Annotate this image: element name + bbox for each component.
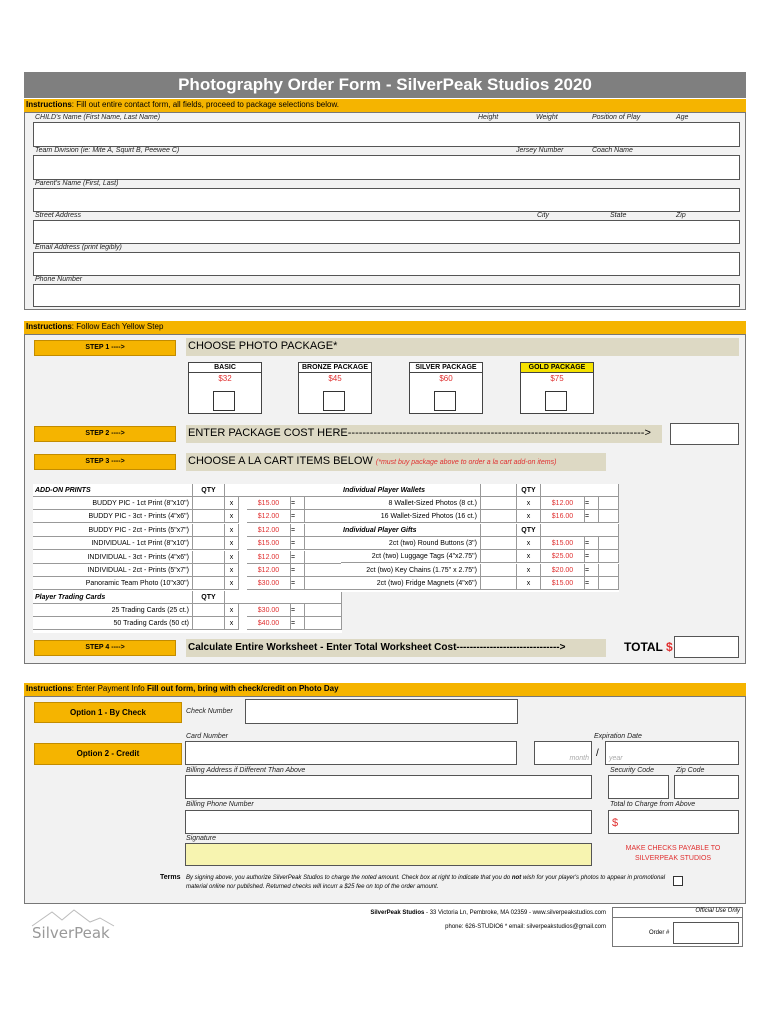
security-code-field[interactable]	[608, 775, 669, 799]
card-number-label: Card Number	[186, 733, 229, 740]
equals-sign: =	[291, 497, 305, 510]
item-price: $12.00	[247, 564, 291, 577]
line-total-field[interactable]	[305, 577, 342, 590]
billing-address-label: Billing Address if Different Than Above	[186, 767, 306, 774]
qty-field[interactable]	[193, 617, 225, 630]
child-name-label: CHILD's Name (First Name, Last Name)	[35, 114, 161, 121]
equals-sign: =	[291, 524, 305, 537]
line-total-field[interactable]	[305, 564, 342, 577]
item-price: $15.00	[247, 537, 291, 550]
item-price: $30.00	[247, 577, 291, 590]
expiration-label: Expiration Date	[594, 733, 642, 740]
step-1-text: CHOOSE PHOTO PACKAGE*	[186, 338, 739, 356]
item-name: BUDDY PIC - 1ct Print (8"x10")	[33, 497, 193, 510]
step-2-text: ENTER PACKAGE COST HERE--------------------------------------------------------------------------------->	[186, 425, 662, 443]
weight-label: Weight	[536, 114, 558, 121]
qty-field[interactable]	[193, 604, 225, 617]
item-name: 8 Wallet-Sized Photos (8 ct.)	[341, 497, 481, 510]
official-use-box: Official Use Only Order #	[612, 907, 743, 947]
team-division-label: Team Division (ie: Mite A, Squirt B, Peewee C)	[35, 147, 180, 154]
phone-label: Phone Number	[35, 276, 83, 283]
equals-sign: =	[291, 564, 305, 577]
email-field[interactable]	[33, 252, 740, 276]
city-label: City	[537, 212, 550, 219]
terms-label: Terms	[160, 874, 181, 881]
item-price: $12.00	[247, 524, 291, 537]
times-sign: x	[517, 550, 541, 563]
contact-line: phone: 626-STUDIO6 * email: silverpeakstudios@gmail.com	[445, 924, 606, 930]
line-total-field[interactable]	[305, 524, 342, 537]
child-name-field[interactable]	[33, 122, 740, 147]
wallets-gifts-table	[341, 484, 619, 592]
steps-instructions: Instructions: Follow Each Yellow Step	[24, 321, 746, 334]
qty-field[interactable]	[193, 551, 225, 564]
line-total-field[interactable]	[305, 537, 342, 550]
package-cost-field[interactable]	[670, 423, 739, 445]
height-label: Height	[478, 114, 499, 121]
checks-payable-note: MAKE CHECKS PAYABLE TO SILVERPEAK STUDIOS	[625, 845, 721, 862]
phone-field[interactable]	[33, 284, 740, 307]
security-code-label: Security Code	[610, 767, 654, 774]
package-checkbox[interactable]	[545, 391, 567, 411]
line-total-field[interactable]	[305, 497, 342, 510]
street-label: Street Address	[35, 212, 82, 219]
times-sign: x	[517, 510, 541, 523]
state-label: State	[610, 212, 627, 219]
times-sign: x	[225, 551, 239, 564]
package-name: BRONZE PACKAGE	[299, 363, 371, 373]
order-label: Order #	[649, 930, 670, 936]
times-sign: x	[225, 524, 239, 537]
package-price: $75	[550, 374, 564, 383]
opt-out-checkbox[interactable]	[673, 876, 683, 886]
card-number-field[interactable]	[185, 741, 517, 765]
qty-field[interactable]	[481, 577, 517, 590]
item-name: 50 Trading Cards (50 ct)	[33, 617, 193, 630]
line-total-field[interactable]	[599, 564, 619, 577]
expiration-month-field[interactable]: month	[534, 741, 592, 765]
times-sign: x	[225, 617, 239, 630]
item-name: 2ct (two) Fridge Magnets (4"x6")	[341, 577, 481, 590]
line-total-field[interactable]	[599, 510, 619, 523]
line-total-field[interactable]	[305, 551, 342, 564]
line-total-field[interactable]	[599, 550, 619, 563]
line-total-field[interactable]	[599, 497, 619, 510]
line-total-field[interactable]	[305, 510, 342, 523]
qty-field[interactable]	[481, 537, 517, 550]
street-field[interactable]	[33, 220, 740, 244]
equals-sign: =	[291, 617, 305, 630]
charge-dollar: $	[612, 817, 619, 829]
total-charge-field[interactable]	[608, 810, 739, 834]
item-price: $25.00	[541, 550, 585, 563]
times-sign: x	[225, 497, 239, 510]
line-total-field[interactable]	[305, 617, 342, 630]
signature-field[interactable]	[185, 843, 592, 866]
step-2-label: STEP 2 ---->	[34, 426, 176, 442]
equals-sign: =	[291, 551, 305, 564]
package-name: SILVER PACKAGE	[410, 363, 482, 373]
qty-header: QTY	[193, 484, 225, 497]
team-division-field[interactable]	[33, 155, 740, 180]
qty-header: QTY	[517, 524, 541, 537]
addon-prints-table	[33, 484, 342, 633]
total-charge-label: Total to Charge from Above	[610, 801, 696, 808]
item-name: BUDDY PIC - 2ct - Prints (5"x7")	[33, 524, 193, 537]
equals-sign: =	[291, 577, 305, 590]
payment-instructions: Instructions: Enter Payment Info Fill out form, bring with check/credit on Photo Day	[24, 683, 746, 696]
jersey-label: Jersey Number	[516, 147, 564, 154]
item-name: BUDDY PIC - 3ct - Prints (4"x6")	[33, 510, 193, 523]
step-3-text: CHOOSE A LA CART ITEMS BELOW (*must buy package above to order a la cart add-on items)	[186, 453, 606, 471]
signature-label: Signature	[186, 835, 216, 842]
check-number-field[interactable]	[245, 699, 518, 724]
addon-header: ADD-ON PRINTS	[33, 484, 193, 497]
item-price: $15.00	[247, 497, 291, 510]
zip-code-label: Zip Code	[676, 767, 705, 774]
qty-field[interactable]	[193, 537, 225, 550]
item-name: Panoramic Team Photo (10"x30")	[33, 577, 193, 590]
item-price: $15.00	[541, 537, 585, 550]
step-4-text: Calculate Entire Worksheet - Enter Total Worksheet Cost------------------------------->	[186, 639, 606, 657]
package-silver[interactable]	[409, 362, 483, 414]
package-checkbox[interactable]	[213, 391, 235, 411]
item-name: 2ct (two) Luggage Tags (4"x2.75")	[341, 550, 481, 563]
times-sign: x	[225, 510, 239, 523]
page-title: Photography Order Form - SilverPeak Studios 2020	[24, 72, 746, 98]
position-label: Position of Play	[592, 114, 641, 121]
option-2-label: Option 2 - Credit	[34, 743, 182, 765]
line-total-field[interactable]	[599, 577, 619, 590]
item-price: $12.00	[247, 510, 291, 523]
line-total-field[interactable]	[599, 537, 619, 550]
qty-field[interactable]	[193, 564, 225, 577]
times-sign: x	[517, 577, 541, 590]
package-name: BASIC	[189, 363, 261, 373]
item-name: INDIVIDUAL - 1ct Print (8"x10")	[33, 537, 193, 550]
package-name: GOLD PACKAGE	[521, 363, 593, 373]
company-line: SilverPeak Studios - 33 Victoria Ln, Pembroke, MA 02359 - www.silverpeakstudios.com	[370, 910, 606, 916]
billing-phone-field[interactable]	[185, 810, 592, 834]
package-price: $60	[439, 374, 453, 383]
item-price: $16.00	[541, 510, 585, 523]
qty-field[interactable]	[193, 577, 225, 590]
package-price: $45	[328, 374, 342, 383]
times-sign: x	[517, 564, 541, 577]
zip-label: Zip	[676, 212, 686, 219]
item-name: 16 Wallet-Sized Photos (16 ct.)	[341, 510, 481, 523]
gifts-header: Individual Player Gifts	[341, 524, 481, 537]
option-1-label: Option 1 - By Check	[34, 702, 182, 723]
parent-name-label: Parent's Name (First, Last)	[35, 180, 119, 187]
qty-field[interactable]	[481, 564, 517, 577]
equals-sign: =	[291, 537, 305, 550]
equals-sign: =	[585, 537, 599, 550]
check-number-label: Check Number	[186, 708, 233, 715]
email-label: Email Address (print legibly)	[35, 244, 122, 251]
qty-field[interactable]	[481, 510, 517, 523]
item-name: INDIVIDUAL - 2ct - Prints (5"x7")	[33, 564, 193, 577]
total-label: TOTAL $	[624, 640, 673, 654]
equals-sign: =	[585, 497, 599, 510]
item-price: $40.00	[247, 617, 291, 630]
step-1-label: STEP 1 ---->	[34, 340, 176, 356]
equals-sign: =	[585, 564, 599, 577]
date-slash: /	[596, 748, 599, 759]
times-sign: x	[225, 537, 239, 550]
item-price: $12.00	[247, 551, 291, 564]
times-sign: x	[517, 537, 541, 550]
equals-sign: =	[291, 510, 305, 523]
payment-section	[24, 696, 746, 904]
step-3-note: (*must buy package above to order a la cart add-on items)	[375, 459, 557, 466]
qty-field[interactable]	[193, 497, 225, 510]
order-number-field[interactable]	[673, 922, 739, 944]
trading-header: Player Trading Cards	[33, 591, 193, 604]
times-sign: x	[225, 604, 239, 617]
package-gold[interactable]	[520, 362, 594, 414]
total-field[interactable]	[674, 636, 739, 658]
package-bronze[interactable]	[298, 362, 372, 414]
coach-label: Coach Name	[592, 147, 633, 154]
item-price: $30.00	[247, 604, 291, 617]
silverpeak-logo: SilverPeak	[28, 908, 118, 944]
qty-field[interactable]	[193, 510, 225, 523]
expiration-year-field[interactable]: year	[605, 741, 739, 765]
wallets-header: Individual Player Wallets	[341, 484, 481, 497]
zip-code-field[interactable]	[674, 775, 739, 799]
package-checkbox[interactable]	[434, 391, 456, 411]
item-name: 2ct (two) Key Chains (1.75" x 2.75")	[341, 564, 481, 577]
times-sign: x	[225, 564, 239, 577]
billing-phone-label: Billing Phone Number	[186, 801, 254, 808]
qty-header: QTY	[517, 484, 541, 497]
item-price: $15.00	[541, 577, 585, 590]
item-price: $12.00	[541, 497, 585, 510]
times-sign: x	[517, 497, 541, 510]
step-3-label: STEP 3 ---->	[34, 454, 176, 470]
step-4-label: STEP 4 ---->	[34, 640, 176, 656]
times-sign: x	[225, 577, 239, 590]
qty-header: QTY	[193, 591, 225, 604]
line-total-field[interactable]	[305, 604, 342, 617]
package-price: $32	[218, 374, 232, 383]
item-price: $20.00	[541, 564, 585, 577]
age-label: Age	[676, 114, 689, 121]
item-name: 25 Trading Cards (25 ct.)	[33, 604, 193, 617]
equals-sign: =	[585, 577, 599, 590]
qty-field[interactable]	[481, 497, 517, 510]
parent-name-field[interactable]	[33, 188, 740, 212]
package-checkbox[interactable]	[323, 391, 345, 411]
equals-sign: =	[585, 550, 599, 563]
equals-sign: =	[291, 604, 305, 617]
qty-field[interactable]	[481, 550, 517, 563]
item-name: INDIVIDUAL - 3ct - Prints (4"x6")	[33, 551, 193, 564]
contact-instructions: Instructions: Fill out entire contact form, all fields, proceed to package selections below.	[24, 99, 746, 112]
billing-address-field[interactable]	[185, 775, 592, 799]
package-basic[interactable]	[188, 362, 262, 414]
item-name: 2ct (two) Round Buttons (3")	[341, 537, 481, 550]
qty-field[interactable]	[193, 524, 225, 537]
terms-text: By signing above, you authorize SilverPeak Studios to charge the noted amount. Check box at right to indicate that you do not wish for your player's photos to appear in promotional material online nor published. Returned checks will incurr a $25 fee on top of the order amount.	[186, 875, 666, 890]
equals-sign: =	[585, 510, 599, 523]
